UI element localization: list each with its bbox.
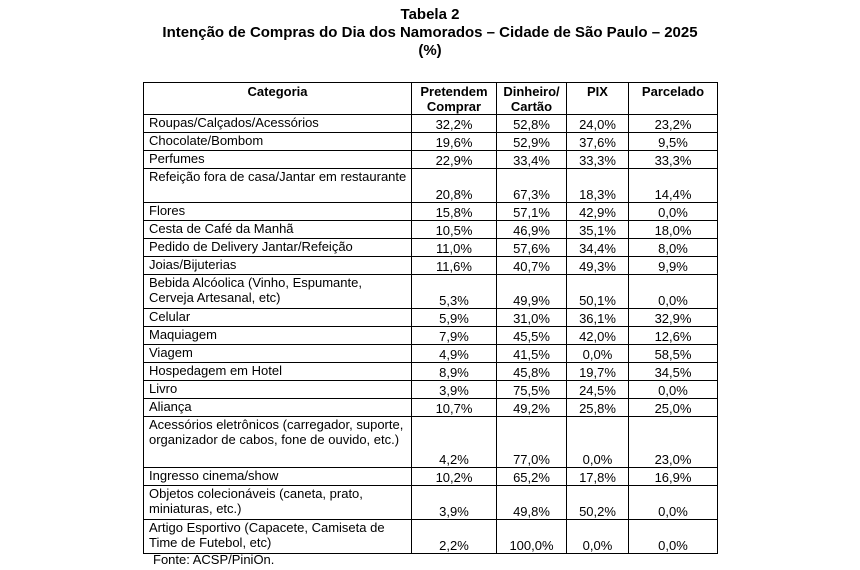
table-row	[144, 381, 718, 399]
pix-cell: 34,4%	[567, 239, 629, 257]
dinheiro-cell: 33,4%	[497, 151, 567, 169]
category-cell: Perfumes	[144, 151, 412, 169]
table-row	[144, 309, 718, 327]
dinheiro-cell: 45,5%	[497, 327, 567, 345]
parcelado-cell: 9,9%	[629, 257, 718, 275]
category-cell: Maquiagem	[144, 327, 412, 345]
dinheiro-cell: 49,9%	[497, 275, 567, 309]
purchase-intention-table	[143, 82, 718, 554]
category-cell: Joias/Bijuterias	[144, 257, 412, 275]
table-row	[144, 399, 718, 417]
parcelado-cell: 0,0%	[629, 203, 718, 221]
table-row	[144, 327, 718, 345]
parcelado-cell: 33,3%	[629, 151, 718, 169]
pix-cell: 42,9%	[567, 203, 629, 221]
parcelado-cell: 0,0%	[629, 381, 718, 399]
pix-cell: 37,6%	[567, 133, 629, 151]
pix-cell: 50,2%	[567, 486, 629, 520]
parcelado-cell: 9,5%	[629, 133, 718, 151]
category-cell: Flores	[144, 203, 412, 221]
table-row	[144, 275, 718, 309]
dinheiro-cell: 57,1%	[497, 203, 567, 221]
parcelado-cell: 32,9%	[629, 309, 718, 327]
table-row	[144, 345, 718, 363]
parcelado-cell: 34,5%	[629, 363, 718, 381]
category-cell: Roupas/Calçados/Acessórios	[144, 115, 412, 133]
table-row	[144, 221, 718, 239]
pretendem-cell: 32,2%	[412, 115, 497, 133]
table-row	[144, 115, 718, 133]
parcelado-cell: 0,0%	[629, 520, 718, 554]
dinheiro-cell: 67,3%	[497, 169, 567, 203]
table-row	[144, 468, 718, 486]
category-cell: Aliança	[144, 399, 412, 417]
pretendem-cell: 10,5%	[412, 221, 497, 239]
pretendem-cell: 10,7%	[412, 399, 497, 417]
category-cell: Hospedagem em Hotel	[144, 363, 412, 381]
dinheiro-cell: 52,9%	[497, 133, 567, 151]
column-header-parcelado: Parcelado	[629, 83, 718, 115]
pix-cell: 24,5%	[567, 381, 629, 399]
dinheiro-cell: 46,9%	[497, 221, 567, 239]
parcelado-cell: 25,0%	[629, 399, 718, 417]
pretendem-cell: 10,2%	[412, 468, 497, 486]
table-unit: (%)	[418, 42, 442, 59]
dinheiro-cell: 100,0%	[497, 520, 567, 554]
pix-cell: 49,3%	[567, 257, 629, 275]
category-cell: Objetos colecionáveis (caneta, prato, miniaturas, etc.)	[144, 486, 412, 520]
pretendem-cell: 11,0%	[412, 239, 497, 257]
pix-cell: 18,3%	[567, 169, 629, 203]
table-header-row	[144, 83, 718, 115]
pretendem-cell: 19,6%	[412, 133, 497, 151]
dinheiro-cell: 31,0%	[497, 309, 567, 327]
pretendem-cell: 4,9%	[412, 345, 497, 363]
table-row	[144, 203, 718, 221]
pretendem-cell: 15,8%	[412, 203, 497, 221]
pix-cell: 0,0%	[567, 520, 629, 554]
pix-cell: 33,3%	[567, 151, 629, 169]
table-title: Tabela 2	[400, 6, 460, 23]
column-header-pretendem: Pretendem Comprar	[412, 83, 497, 115]
pretendem-cell: 7,9%	[412, 327, 497, 345]
pix-cell: 17,8%	[567, 468, 629, 486]
parcelado-cell: 14,4%	[629, 169, 718, 203]
pretendem-cell: 2,2%	[412, 520, 497, 554]
category-cell: Celular	[144, 309, 412, 327]
pretendem-cell: 22,9%	[412, 151, 497, 169]
pretendem-cell: 8,9%	[412, 363, 497, 381]
pix-cell: 24,0%	[567, 115, 629, 133]
category-cell: Viagem	[144, 345, 412, 363]
pretendem-cell: 11,6%	[412, 257, 497, 275]
pretendem-cell: 4,2%	[412, 417, 497, 468]
category-cell: Livro	[144, 381, 412, 399]
dinheiro-cell: 49,2%	[497, 399, 567, 417]
parcelado-cell: 18,0%	[629, 221, 718, 239]
parcelado-cell: 23,0%	[629, 417, 718, 468]
category-cell: Refeição fora de casa/Jantar em restaurante	[144, 169, 412, 203]
category-cell: Ingresso cinema/show	[144, 468, 412, 486]
parcelado-cell: 8,0%	[629, 239, 718, 257]
parcelado-cell: 23,2%	[629, 115, 718, 133]
parcelado-cell: 16,9%	[629, 468, 718, 486]
pix-cell: 0,0%	[567, 345, 629, 363]
category-cell: Chocolate/Bombom	[144, 133, 412, 151]
column-header-pix: PIX	[567, 83, 629, 115]
pix-cell: 50,1%	[567, 275, 629, 309]
pix-cell: 42,0%	[567, 327, 629, 345]
category-cell: Artigo Esportivo (Capacete, Camiseta de Time de Futebol, etc)	[144, 520, 412, 554]
table-row	[144, 239, 718, 257]
table-row	[144, 520, 718, 554]
pix-cell: 25,8%	[567, 399, 629, 417]
dinheiro-cell: 57,6%	[497, 239, 567, 257]
pretendem-cell: 5,9%	[412, 309, 497, 327]
category-cell: Pedido de Delivery Jantar/Refeição	[144, 239, 412, 257]
table-row	[144, 417, 718, 468]
parcelado-cell: 58,5%	[629, 345, 718, 363]
table-row	[144, 169, 718, 203]
dinheiro-cell: 65,2%	[497, 468, 567, 486]
table-row	[144, 363, 718, 381]
category-cell: Acessórios eletrônicos (carregador, suporte, organizador de cabos, fone de ouvido, etc.)	[144, 417, 412, 468]
dinheiro-cell: 45,8%	[497, 363, 567, 381]
table-row	[144, 151, 718, 169]
dinheiro-cell: 49,8%	[497, 486, 567, 520]
pix-cell: 35,1%	[567, 221, 629, 239]
parcelado-cell: 12,6%	[629, 327, 718, 345]
pix-cell: 0,0%	[567, 417, 629, 468]
dinheiro-cell: 41,5%	[497, 345, 567, 363]
pretendem-cell: 3,9%	[412, 486, 497, 520]
category-cell: Bebida Alcóolica (Vinho, Espumante, Cerveja Artesanal, etc)	[144, 275, 412, 309]
column-header-categoria: Categoria	[144, 83, 412, 115]
dinheiro-cell: 75,5%	[497, 381, 567, 399]
table-row	[144, 486, 718, 520]
parcelado-cell: 0,0%	[629, 486, 718, 520]
dinheiro-cell: 40,7%	[497, 257, 567, 275]
pix-cell: 19,7%	[567, 363, 629, 381]
pretendem-cell: 20,8%	[412, 169, 497, 203]
source-note: Fonte: ACSP/PiniOn.	[153, 552, 275, 567]
dinheiro-cell: 77,0%	[497, 417, 567, 468]
parcelado-cell: 0,0%	[629, 275, 718, 309]
dinheiro-cell: 52,8%	[497, 115, 567, 133]
column-header-dinheiro: Dinheiro/ Cartão	[497, 83, 567, 115]
category-cell: Cesta de Café da Manhã	[144, 221, 412, 239]
pretendem-cell: 5,3%	[412, 275, 497, 309]
table-row	[144, 257, 718, 275]
table-subtitle: Intenção de Compras do Dia dos Namorados – Cidade de São Paulo – 2025	[162, 24, 698, 41]
table-row	[144, 133, 718, 151]
pretendem-cell: 3,9%	[412, 381, 497, 399]
pix-cell: 36,1%	[567, 309, 629, 327]
